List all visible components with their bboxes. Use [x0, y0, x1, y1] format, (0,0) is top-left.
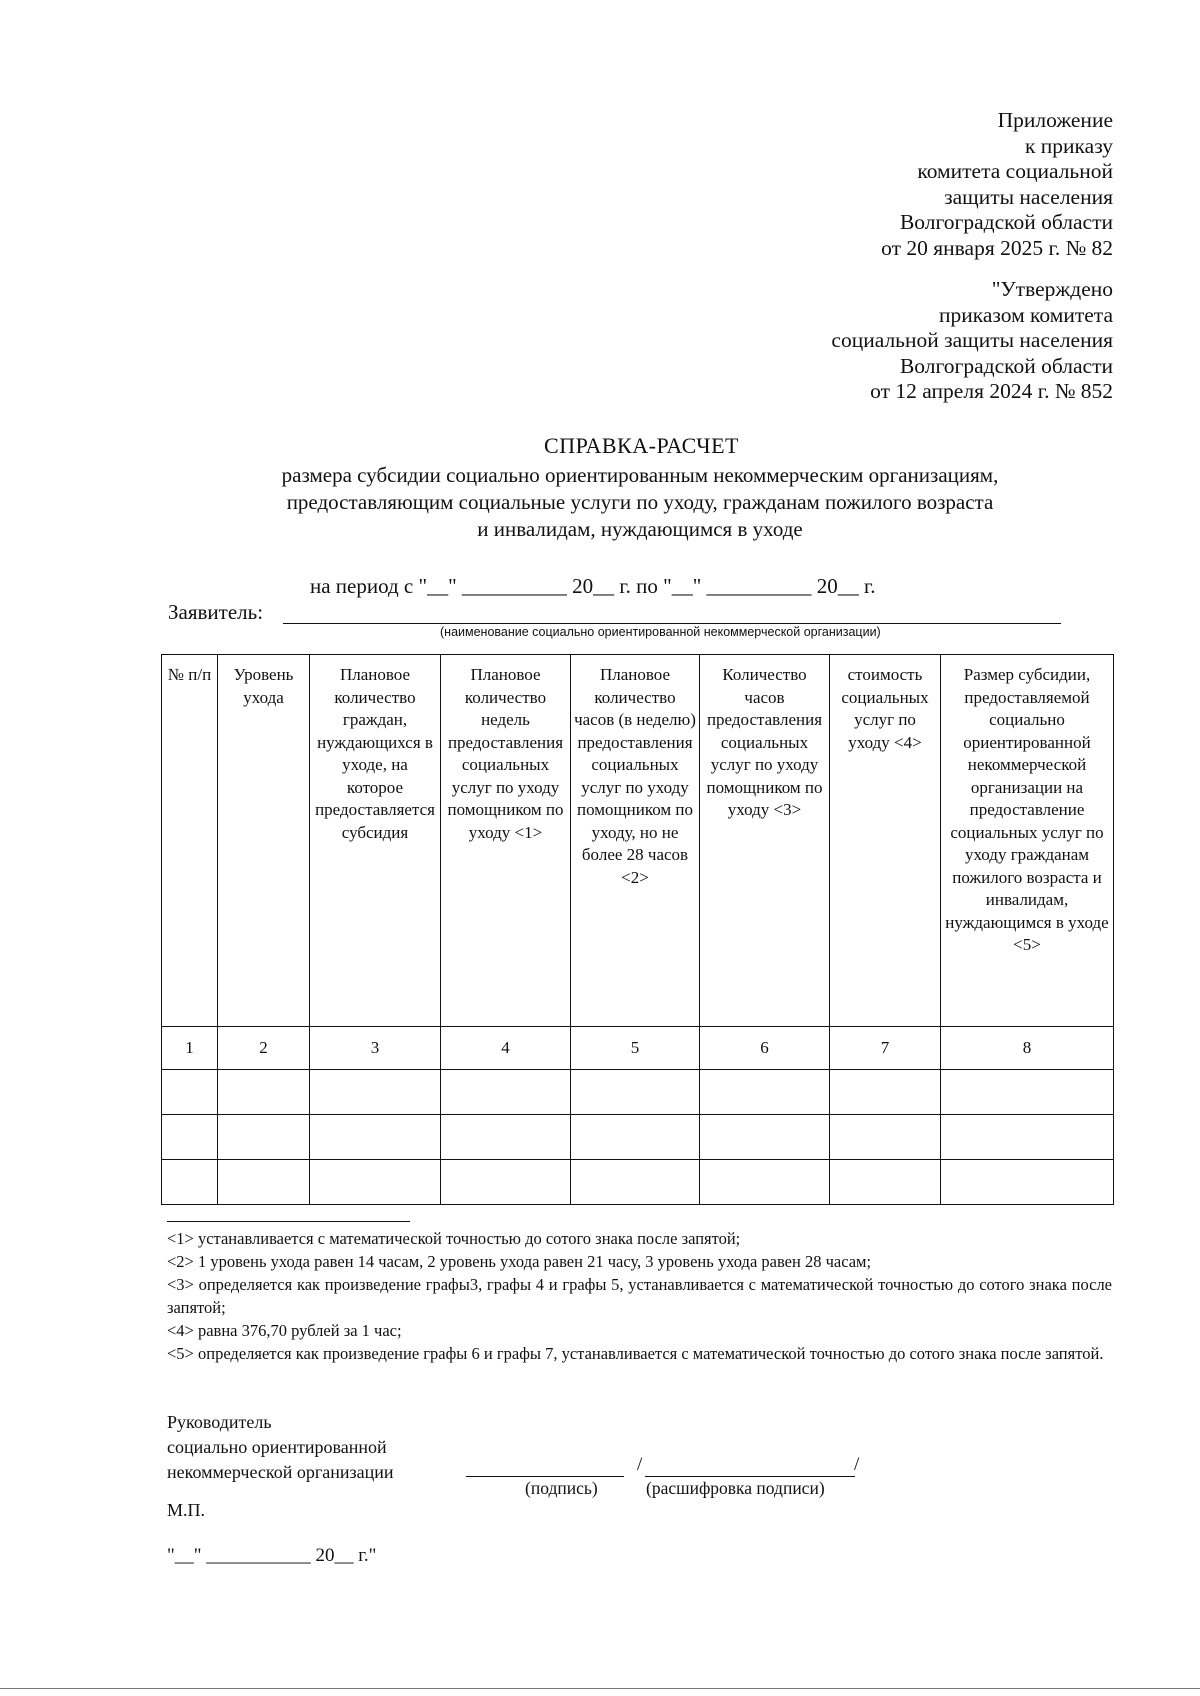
empty-cell — [441, 1115, 571, 1160]
column-number: 3 — [310, 1027, 441, 1070]
approved-line: социальной защиты населения — [831, 328, 1113, 352]
scan-edge-line — [0, 1688, 1200, 1689]
document-subtitle — [160, 462, 1120, 543]
header-cell-hours-per-week: Плановое количество часов (в неделю) предоставления социальных услуг по уходу помощником по уходу, но не более 28 часов <2> — [571, 655, 700, 1027]
stamp-place-label: М.П. — [167, 1500, 206, 1520]
subtitle-line: и инвалидам, нуждающимся в уходе — [477, 517, 803, 541]
signature-line — [466, 1476, 624, 1477]
footnote-separator — [167, 1221, 410, 1222]
approved-line: Волгоградской области — [899, 353, 1113, 378]
approved-line: от 12 апреля 2024 г. № 852 — [870, 379, 1113, 403]
approved-line: приказом комитета — [938, 302, 1113, 327]
column-number: 7 — [830, 1027, 941, 1070]
empty-cell — [941, 1070, 1114, 1115]
column-number: 4 — [441, 1027, 571, 1070]
appendix-line: Приложение — [997, 108, 1113, 132]
date-field: "__" ___________ 20__ г." — [167, 1545, 377, 1566]
signature-caption: (подпись) — [525, 1478, 598, 1498]
empty-cell — [830, 1160, 941, 1205]
empty-cell — [218, 1160, 310, 1205]
column-number-row — [162, 1027, 1114, 1070]
table-header-row — [162, 655, 1114, 1027]
empty-cell — [571, 1070, 700, 1115]
document-title: СПРАВКА-РАСЧЕТ — [544, 433, 739, 458]
appendix-line: защиты населения — [944, 184, 1113, 209]
empty-cell — [162, 1115, 218, 1160]
header-cell-cost: стоимость социальных услуг по уходу <4> — [830, 655, 941, 1027]
table-row — [162, 1115, 1114, 1160]
approved-line: "Утверждено — [991, 277, 1113, 301]
footnote: <5> определяется как произведение графы 6 и графы 7, устанавливается с математической точностью до сотого знака после запятой. — [167, 1344, 1104, 1363]
header-cell-total-hours: Количество часов предоставления социальных услуг по уходу помощником по уходу <3> — [700, 655, 830, 1027]
column-number: 8 — [941, 1027, 1114, 1070]
applicant-hint: (наименование социально ориентированной некоммерческой организации) — [440, 625, 881, 639]
footnote: <3> определяется как произведение графы3, графы 4 и графы 5, устанавливается с математической точностью до сотого знака после запятой; — [167, 1275, 1112, 1317]
appendix-line: комитета социальной — [917, 159, 1113, 183]
appendix-line: к приказу — [1024, 133, 1113, 158]
calculation-table — [161, 654, 1114, 1205]
approved-block — [831, 277, 1113, 405]
signature-slash: / — [854, 1454, 860, 1475]
subtitle-line: размера субсидии социально ориентированным некоммерческим организациям, — [281, 463, 999, 487]
head-label-line: некоммерческой организации — [167, 1462, 394, 1482]
empty-cell — [700, 1070, 830, 1115]
head-label-line: социально ориентированной — [167, 1437, 387, 1457]
column-number: 6 — [700, 1027, 830, 1070]
empty-cell — [218, 1070, 310, 1115]
column-number: 5 — [571, 1027, 700, 1070]
appendix-line: Волгоградской области — [899, 210, 1113, 234]
empty-cell — [700, 1160, 830, 1205]
applicant-label: Заявитель: — [168, 600, 264, 624]
table-row — [162, 1070, 1114, 1115]
empty-cell — [310, 1160, 441, 1205]
column-number: 1 — [162, 1027, 218, 1070]
header-cell-citizens: Плановое количество граждан, нуждающихся в уходе, на которое предоставляется субсидия — [310, 655, 441, 1027]
period-line: на период с "__" __________ 20__ г. по "__" __________ 20__ г. — [310, 574, 876, 598]
applicant-field-line — [283, 623, 1061, 624]
header-cell-subsidy: Размер субсидии, предоставляемой социально ориентированной некоммерческой организации на предоставление социальных услуг по уходу гражданам пожилого возраста и инвалидам, нуждающимся в уходе <5> — [941, 655, 1114, 1027]
empty-cell — [571, 1160, 700, 1205]
empty-cell — [162, 1160, 218, 1205]
appendix-block — [881, 108, 1113, 261]
empty-cell — [941, 1115, 1114, 1160]
footnotes — [167, 1227, 1112, 1365]
empty-cell — [830, 1115, 941, 1160]
footnote: <4> равна 376,70 рублей за 1 час; — [167, 1321, 402, 1340]
signature-slash: / — [637, 1454, 643, 1475]
column-number: 2 — [218, 1027, 310, 1070]
empty-cell — [218, 1115, 310, 1160]
empty-cell — [441, 1070, 571, 1115]
empty-cell — [310, 1115, 441, 1160]
empty-cell — [310, 1070, 441, 1115]
empty-cell — [441, 1160, 571, 1205]
table-row — [162, 1160, 1114, 1205]
header-cell-weeks: Плановое количество недель предоставления социальных услуг по уходу помощником по уходу <1> — [441, 655, 571, 1027]
appendix-line: от 20 января 2025 г. № 82 — [881, 235, 1113, 260]
footnote: <1> устанавливается с математической точностью до сотого знака после запятой; — [167, 1229, 741, 1248]
empty-cell — [830, 1070, 941, 1115]
signature-decode-caption: (расшифровка подписи) — [646, 1478, 825, 1498]
signature-decode-line — [645, 1476, 855, 1477]
empty-cell — [941, 1160, 1114, 1205]
subtitle-line: предоставляющим социальные услуги по уходу, гражданам пожилого возраста — [286, 490, 994, 514]
empty-cell — [571, 1115, 700, 1160]
header-cell-care-level: Уровень ухода — [218, 655, 310, 1027]
footnote: <2> 1 уровень ухода равен 14 часам, 2 уровень ухода равен 21 часу, 3 уровень ухода равен 28 часам; — [167, 1252, 872, 1271]
empty-cell — [700, 1115, 830, 1160]
header-cell-number: № п/п — [162, 655, 218, 1027]
empty-cell — [162, 1070, 218, 1115]
head-label-line: Руководитель — [167, 1412, 272, 1432]
head-of-organization-label — [167, 1410, 394, 1485]
